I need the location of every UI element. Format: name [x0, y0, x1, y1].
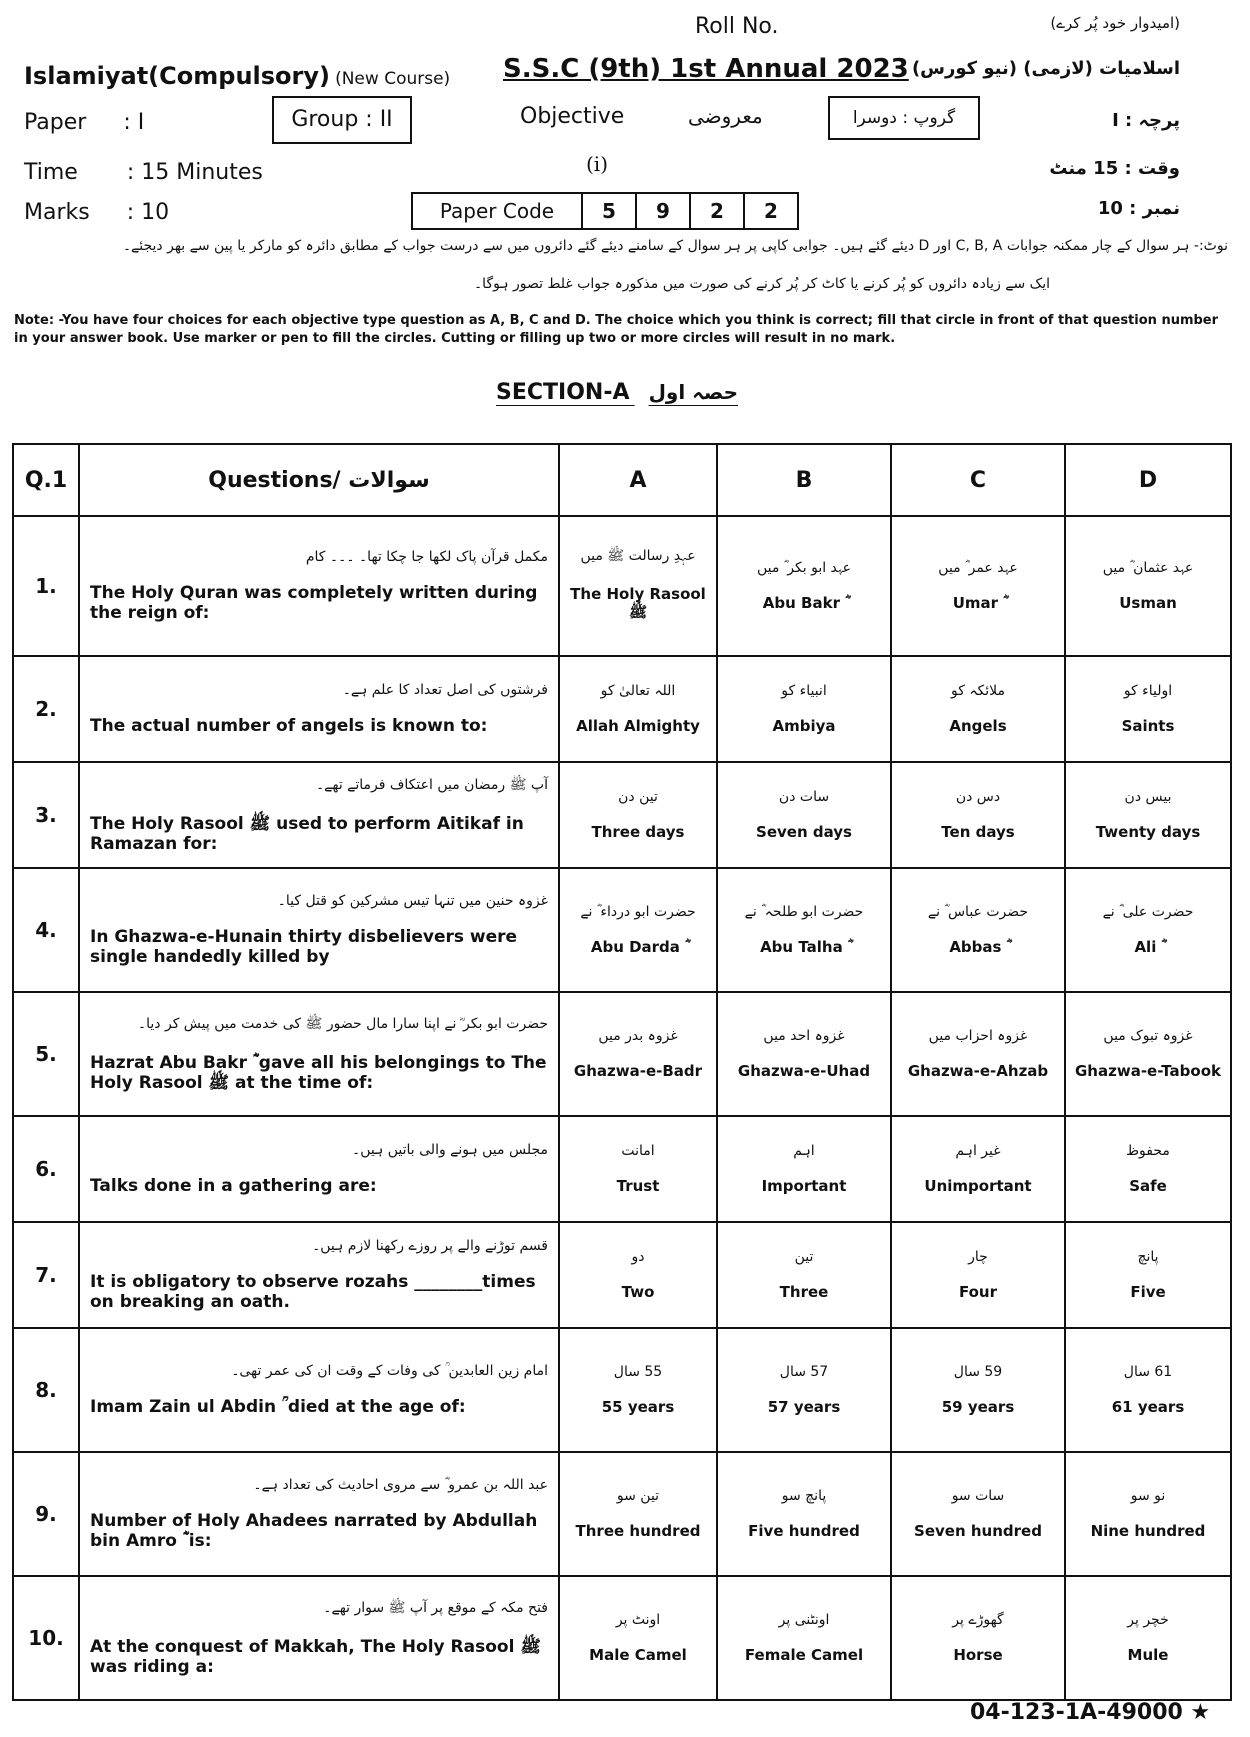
question-english: It is obligatory to observe rozahs ________times on breaking an oath. — [90, 1272, 536, 1312]
paper-code-box — [413, 192, 799, 230]
option-urdu: اونٹ پر — [615, 1612, 661, 1628]
option-urdu: محفوظ — [1126, 1143, 1170, 1159]
question-urdu: قسم توڑنے والے پر روزے رکھنا لازم ہیں۔ — [312, 1238, 548, 1254]
header-option-b: B — [717, 444, 891, 516]
option-english: Ali ؓ — [1134, 938, 1162, 956]
paper-value: : I — [123, 110, 145, 135]
table-row — [13, 762, 1231, 868]
option-english: Angels — [949, 717, 1007, 735]
question-cell — [79, 516, 559, 656]
question-cell — [79, 1328, 559, 1452]
option-c — [891, 762, 1065, 868]
option-english: Abu Talha ؓ — [760, 938, 848, 956]
option-urdu: 55 سال — [613, 1364, 663, 1380]
option-b — [717, 762, 891, 868]
option-b — [717, 516, 891, 656]
page-marker: (i) — [586, 152, 609, 176]
option-urdu: اللہ تعالیٰ کو — [600, 683, 676, 699]
option-urdu: امانت — [621, 1143, 655, 1159]
option-urdu: غیر اہم — [955, 1143, 1001, 1159]
urdu-roll-note: (امیدوار خود پُر کرے) — [1050, 14, 1180, 32]
option-urdu: سات سو — [951, 1488, 1005, 1504]
question-urdu: فرشتوں کی اصل تعداد کا علم ہے۔ — [342, 682, 548, 698]
option-b — [717, 656, 891, 762]
header-q1: Q.1 — [13, 444, 79, 516]
option-english: Ghazwa-e-Tabook — [1075, 1062, 1221, 1080]
option-english: 59 years — [941, 1398, 1015, 1416]
option-d — [1065, 1222, 1231, 1328]
option-d — [1065, 992, 1231, 1116]
question-number: 9. — [13, 1452, 79, 1576]
option-english: Trust — [616, 1177, 660, 1195]
paper-line — [24, 110, 144, 135]
option-english: Abu Darda ؓ — [590, 938, 686, 956]
question-cell — [79, 868, 559, 992]
option-a — [559, 1328, 717, 1452]
table-row — [13, 1328, 1231, 1452]
question-urdu: عبد اللہ بن عمرو ؓ سے مروی احادیث کی تعداد ہے۔ — [253, 1477, 548, 1493]
group-box: Group : II — [272, 96, 412, 144]
option-english: Twenty days — [1095, 823, 1201, 841]
option-urdu: عہد عثمان ؓ میں — [1102, 560, 1194, 576]
option-english: Saints — [1121, 717, 1175, 735]
option-urdu: حضرت ابو درداء ؓ نے — [580, 904, 696, 920]
option-c — [891, 868, 1065, 992]
option-urdu: حضرت ابو طلحہ ؓ نے — [744, 904, 864, 920]
question-number: 10. — [13, 1576, 79, 1700]
question-cell — [79, 1116, 559, 1222]
option-urdu: پانچ سو — [781, 1488, 827, 1504]
option-d — [1065, 1576, 1231, 1700]
table-row — [13, 516, 1231, 656]
question-number: 6. — [13, 1116, 79, 1222]
option-english: Safe — [1129, 1177, 1167, 1195]
question-english: The Holy Quran was completely written during the reign of: — [90, 583, 538, 623]
option-urdu: خچر پر — [1127, 1612, 1169, 1628]
option-urdu: غزوہ بدر میں — [598, 1028, 678, 1044]
option-urdu: غزوہ احد میں — [763, 1028, 845, 1044]
option-urdu: 59 سال — [953, 1364, 1003, 1380]
time-line — [24, 160, 263, 185]
question-english: Imam Zain ul Abdin ؒ died at the age of: — [90, 1397, 466, 1417]
option-english: 61 years — [1111, 1398, 1185, 1416]
section-title-ur: حصہ اول — [648, 380, 739, 404]
option-urdu: عہدِ رسالت ﷺ میں — [580, 548, 696, 564]
option-urdu: غزوہ تبوک میں — [1103, 1028, 1193, 1044]
table-row — [13, 1116, 1231, 1222]
option-b — [717, 1576, 891, 1700]
option-english: Ghazwa-e-Ahzab — [907, 1062, 1049, 1080]
option-english: Important — [761, 1177, 847, 1195]
section-title-en: SECTION-A — [496, 380, 630, 405]
option-english: Ten days — [941, 823, 1015, 841]
option-a — [559, 516, 717, 656]
option-english: Horse — [953, 1646, 1003, 1664]
option-c — [891, 1222, 1065, 1328]
option-b — [717, 1116, 891, 1222]
marks-line — [24, 200, 169, 225]
objective-ur: معروضی — [688, 104, 763, 128]
question-urdu: آپ ﷺ رمضان میں اعتکاف فرماتے تھے۔ — [315, 777, 548, 793]
subject-line — [24, 62, 450, 90]
option-english: Five — [1130, 1283, 1166, 1301]
option-english: Abu Bakr ؓ — [762, 594, 846, 612]
option-d — [1065, 762, 1231, 868]
option-b — [717, 868, 891, 992]
table-row — [13, 1452, 1231, 1576]
header-questions: Questions/ سوالات — [79, 444, 559, 516]
option-c — [891, 656, 1065, 762]
option-urdu: عہد عمر ؓ میں — [938, 560, 1018, 576]
question-english: The actual number of angels is known to: — [90, 716, 488, 736]
roll-no-label: Roll No. — [695, 14, 779, 39]
paper-code-digit: 9 — [635, 192, 691, 230]
option-english: Nine hundred — [1090, 1522, 1206, 1540]
option-urdu: نو سو — [1130, 1488, 1166, 1504]
section-heading — [496, 380, 738, 405]
questions-table — [12, 443, 1232, 1701]
question-urdu: فتح مکہ کے موقع پر آپ ﷺ سوار تھے۔ — [323, 1600, 548, 1616]
option-c — [891, 1328, 1065, 1452]
option-english: Mule — [1127, 1646, 1169, 1664]
option-english: Unimportant — [924, 1177, 1032, 1195]
question-number: 1. — [13, 516, 79, 656]
option-b — [717, 1328, 891, 1452]
option-urdu: 57 سال — [779, 1364, 829, 1380]
option-urdu: تین سو — [616, 1488, 660, 1504]
option-english: Three days — [591, 823, 685, 841]
option-urdu: اونٹنی پر — [778, 1612, 830, 1628]
option-urdu: چار — [968, 1249, 988, 1265]
option-b — [717, 992, 891, 1116]
option-english: Seven hundred — [914, 1522, 1042, 1540]
option-english: The Holy Rasool ﷺ — [570, 585, 706, 621]
option-english: Usman — [1119, 594, 1177, 612]
option-urdu: غزوہ احزاب میں — [928, 1028, 1028, 1044]
question-urdu: غزوہ حنین میں تنہا تیس مشرکین کو قتل کیا۔ — [277, 893, 548, 909]
course-label: (New Course) — [335, 69, 451, 89]
option-urdu: حضرت عباس ؓ نے — [927, 904, 1029, 920]
table-row — [13, 868, 1231, 992]
option-urdu: انبیاء کو — [781, 683, 827, 699]
option-urdu: تین دن — [618, 789, 658, 805]
time-ur: وقت : 15 منٹ — [1049, 158, 1180, 179]
paper-code-label: Paper Code — [411, 192, 583, 230]
option-urdu: 61 سال — [1123, 1364, 1173, 1380]
header-option-a: A — [559, 444, 717, 516]
option-english: Five hundred — [748, 1522, 860, 1540]
question-english: In Ghazwa-e-Hunain thirty disbelievers were single handedly killed by — [90, 927, 518, 967]
option-urdu: ملائکہ کو — [950, 683, 1006, 699]
urdu-note-1: نوٹ:- ہر سوال کے چار ممکنہ جوابات C, B, A اور D دیئے گئے ہیں۔ جوابی کاپی پر ہر سوال کے سامنے دیئے گئے دائروں میں سے درست جواب کے مطابق دائرہ کو مارکر یا پین سے بھر دیجئے۔ — [122, 238, 1228, 254]
paper-label: Paper — [24, 110, 87, 135]
option-english: 57 years — [767, 1398, 841, 1416]
option-english: Two — [621, 1283, 655, 1301]
header-option-d: D — [1065, 444, 1231, 516]
subject-title: Islamiyat(Compulsory) — [24, 62, 330, 90]
paper-code-digit: 5 — [581, 192, 637, 230]
option-d — [1065, 516, 1231, 656]
option-english: Male Camel — [589, 1646, 687, 1664]
english-note: Note: -You have four choices for each objective type question as A, B, C and D. The choice which you think is correct; fill that circle in front of that question number in your answer book. Use marker or pen to fill the circles. Cutting or filling up two or more circles will result in no mark. — [14, 313, 1219, 346]
marks-value: : 10 — [126, 200, 170, 225]
header-option-c: C — [891, 444, 1065, 516]
option-urdu: گھوڑے پر — [952, 1612, 1004, 1628]
footer-code: 04-123-1A-49000 ★ — [970, 1700, 1211, 1725]
table-row — [13, 1576, 1231, 1700]
option-c — [891, 1576, 1065, 1700]
table-row — [13, 1222, 1231, 1328]
option-c — [891, 992, 1065, 1116]
question-number: 5. — [13, 992, 79, 1116]
option-urdu: اہم — [793, 1143, 815, 1159]
option-a — [559, 1222, 717, 1328]
option-english: Allah Almighty — [576, 717, 700, 735]
time-label: Time — [24, 160, 78, 185]
table-header-row — [13, 444, 1231, 516]
option-urdu: پانچ — [1137, 1249, 1159, 1265]
question-urdu: مکمل قرآن پاک لکھا جا چکا تھا۔ ۔۔۔ کام — [305, 549, 548, 565]
option-urdu: اولیاء کو — [1123, 683, 1173, 699]
option-a — [559, 656, 717, 762]
question-number: 2. — [13, 656, 79, 762]
option-b — [717, 1222, 891, 1328]
time-value: : 15 Minutes — [126, 160, 263, 185]
option-english: Umar ؓ — [952, 594, 1004, 612]
question-english: At the conquest of Makkah, The Holy Rasool ﷺ was riding a: — [90, 1637, 541, 1677]
option-d — [1065, 1328, 1231, 1452]
option-english: Seven days — [756, 823, 852, 841]
option-a — [559, 1116, 717, 1222]
question-cell — [79, 1576, 559, 1700]
option-urdu: سات دن — [778, 789, 830, 805]
option-d — [1065, 1452, 1231, 1576]
option-english: Four — [958, 1283, 998, 1301]
option-d — [1065, 656, 1231, 762]
option-a — [559, 762, 717, 868]
question-urdu: حضرت ابو بکر ؓ نے اپنا سارا مال حضور ﷺ کی خدمت میں پیش کر دیا۔ — [137, 1016, 548, 1032]
exam-title: S.S.C (9th) 1st Annual 2023 — [503, 54, 909, 84]
option-urdu: حضرت علی ؓ نے — [1102, 904, 1194, 920]
question-english: Talks done in a gathering are: — [90, 1176, 377, 1196]
option-a — [559, 1576, 717, 1700]
marks-ur: نمبر : 10 — [1097, 198, 1180, 219]
question-english: Hazrat Abu Bakr ؓ gave all his belongings to The Holy Rasool ﷺ at the time of: — [90, 1053, 547, 1093]
marks-label: Marks — [24, 200, 90, 225]
question-urdu: امام زین العابدین ؒ کی وفات کے وقت ان کی عمر تھی۔ — [231, 1363, 548, 1379]
option-urdu: عہد ابو بکر ؓ میں — [756, 560, 852, 576]
objective-en: Objective — [520, 104, 625, 129]
option-d — [1065, 868, 1231, 992]
paper-ur: پرچہ : I — [1112, 110, 1180, 131]
question-english: Number of Holy Ahadees narrated by Abdullah bin Amro ؓ is: — [90, 1511, 538, 1551]
option-c — [891, 1452, 1065, 1576]
option-c — [891, 516, 1065, 656]
question-cell — [79, 656, 559, 762]
urdu-subject: اسلامیات (لازمی) (نیو کورس) — [911, 58, 1180, 79]
option-english: Three — [779, 1283, 829, 1301]
question-number: 3. — [13, 762, 79, 868]
question-cell — [79, 1452, 559, 1576]
option-a — [559, 868, 717, 992]
paper-code-digit: 2 — [689, 192, 745, 230]
option-urdu: دو — [631, 1249, 645, 1265]
urdu-note-2: ایک سے زیادہ دائروں کو پُر کرنے یا کاٹ کر پُر کرنے کی صورت میں مذکورہ جواب غلط تصور ہوگا۔ — [473, 276, 1050, 292]
question-cell — [79, 762, 559, 868]
group-ur-box: گروپ : دوسرا — [828, 96, 980, 140]
option-english: Three hundred — [575, 1522, 701, 1540]
option-a — [559, 1452, 717, 1576]
question-number: 7. — [13, 1222, 79, 1328]
option-english: Female Camel — [744, 1646, 864, 1664]
option-english: 55 years — [601, 1398, 675, 1416]
option-c — [891, 1116, 1065, 1222]
option-english: Ghazwa-e-Badr — [573, 1062, 703, 1080]
question-english: The Holy Rasool ﷺ used to perform Aitikaf in Ramazan for: — [90, 814, 524, 854]
paper-code-digit: 2 — [743, 192, 799, 230]
question-number: 8. — [13, 1328, 79, 1452]
option-urdu: دس دن — [955, 789, 1001, 805]
table-row — [13, 656, 1231, 762]
table-row — [13, 992, 1231, 1116]
option-urdu: بیس دن — [1124, 789, 1172, 805]
option-english: Abbas ؓ — [949, 938, 1007, 956]
option-d — [1065, 1116, 1231, 1222]
option-b — [717, 1452, 891, 1576]
option-english: Ambiya — [772, 717, 836, 735]
question-number: 4. — [13, 868, 79, 992]
option-urdu: تین — [794, 1249, 814, 1265]
question-cell — [79, 992, 559, 1116]
question-cell — [79, 1222, 559, 1328]
option-english: Ghazwa-e-Uhad — [737, 1062, 871, 1080]
question-urdu: مجلس میں ہونے والی باتیں ہیں۔ — [352, 1142, 548, 1158]
option-a — [559, 992, 717, 1116]
